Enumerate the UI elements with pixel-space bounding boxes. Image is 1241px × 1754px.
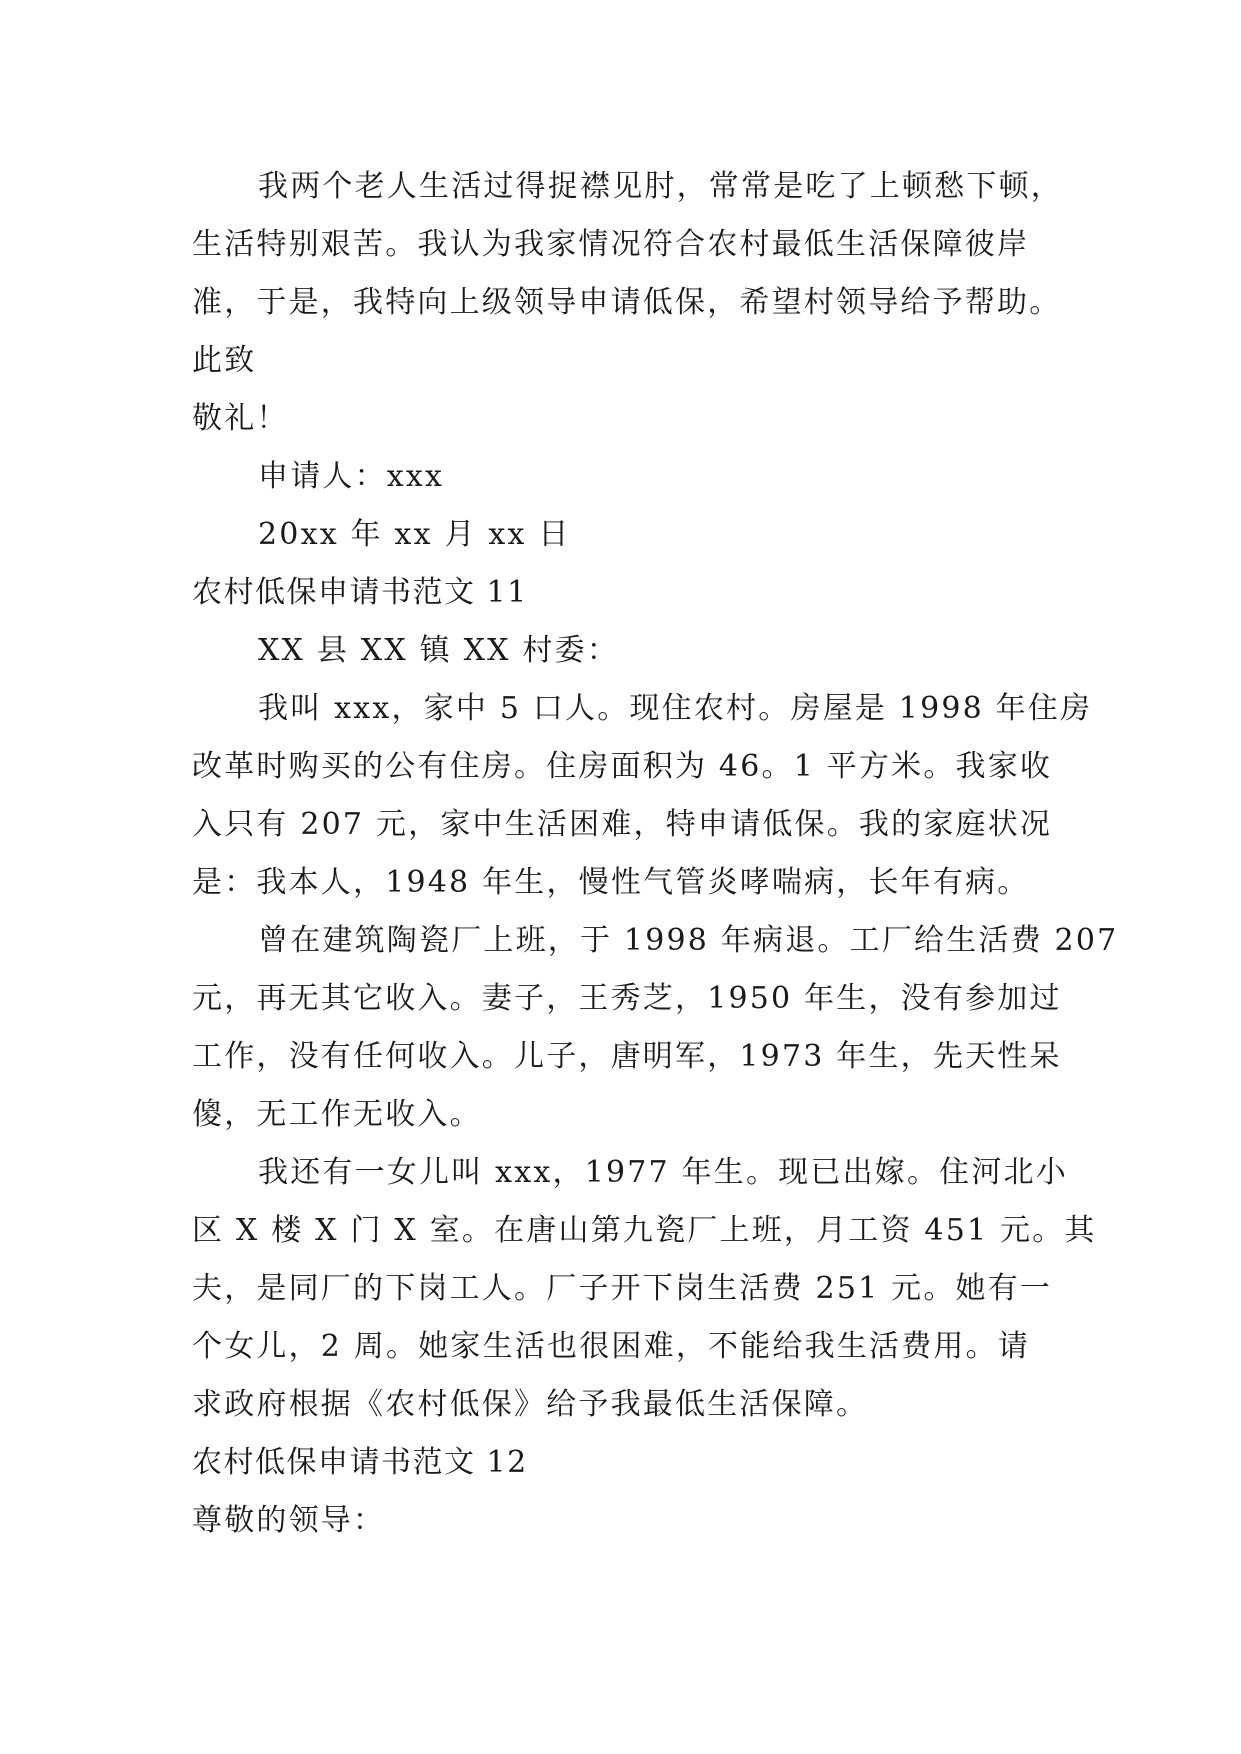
paragraph-line: 曾在建筑陶瓷厂上班，于 1998 年病退。工厂给生活费 207	[258, 923, 1119, 958]
paragraph-line: 我还有一女儿叫 xxx，1977 年生。现已出嫁。住河北小	[258, 1155, 1068, 1190]
letter-recipient: XX 县 XX 镇 XX 村委：	[258, 633, 620, 668]
closing-salute: 敬礼！	[192, 401, 289, 436]
section-heading: 农村低保申请书范文 12	[192, 1445, 528, 1480]
paragraph-line: 夫，是同厂的下岗工人。厂子开下岗生活费 251 元。她有一	[192, 1271, 1053, 1306]
signature-date: 20xx 年 xx 月 xx 日	[258, 517, 571, 552]
paragraph-line: 我叫 xxx，家中 5 口人。现住农村。房屋是 1998 年住房	[258, 691, 1093, 726]
paragraph-line: 准，于是，我特向上级领导申请低保，希望村领导给予帮助。	[192, 285, 1062, 320]
paragraph-line: 求政府根据《农村低保》给予我最低生活保障。	[192, 1387, 869, 1422]
paragraph-line: 傻，无工作无收入。	[192, 1097, 482, 1132]
paragraph-line: 区 X 楼 X 门 X 室。在唐山第九瓷厂上班，月工资 451 元。其	[192, 1213, 1097, 1248]
paragraph-line: 改革时购买的公有住房。住房面积为 46。1 平方米。我家收	[192, 749, 1053, 784]
paragraph-line: 个女儿，2 周。她家生活也很困难，不能给我生活费用。请	[192, 1329, 1031, 1364]
paragraph-line: 工作，没有任何收入。儿子，唐明军，1973 年生，先天性呆	[192, 1039, 1062, 1074]
document-body	[192, 158, 1119, 1550]
paragraph-line: 是：我本人，1948 年生，慢性气管炎哮喘病，长年有病。	[192, 865, 1030, 900]
paragraph-line: 元，再无其它收入。妻子，王秀芝，1950 年生，没有参加过	[192, 981, 1062, 1016]
paragraph-line: 我两个老人生活过得捉襟见肘，常常是吃了上顿愁下顿，	[258, 169, 1063, 204]
section-heading: 农村低保申请书范文 11	[192, 575, 528, 610]
paragraph-line: 生活特别艰苦。我认为我家情况符合农村最低生活保障彼岸	[192, 227, 1030, 262]
letter-greeting: 尊敬的领导：	[192, 1503, 386, 1538]
paragraph-line: 入只有 207 元，家中生活困难，特申请低保。我的家庭状况	[192, 807, 1053, 842]
closing-line: 此致	[192, 343, 257, 378]
applicant-signature: 申请人：xxx	[258, 459, 445, 494]
